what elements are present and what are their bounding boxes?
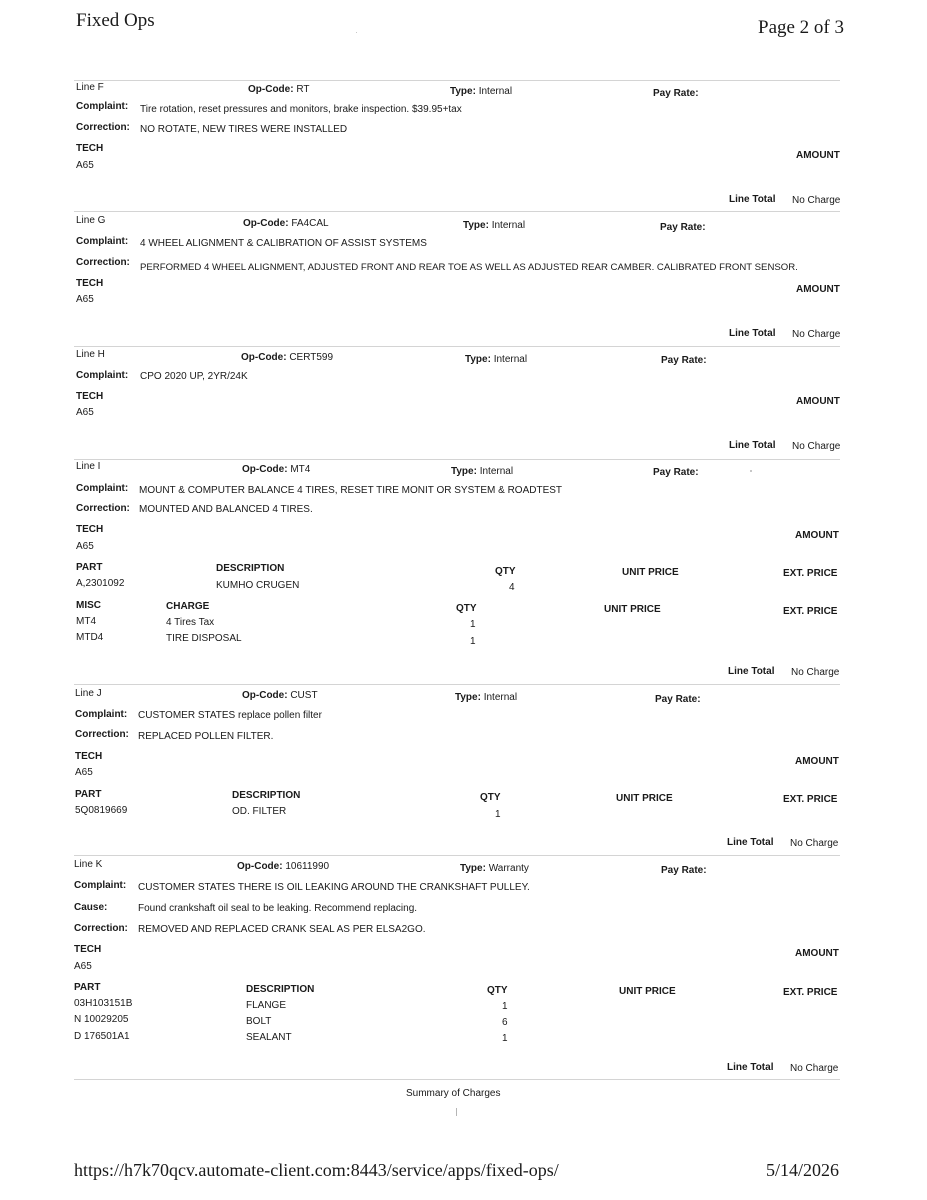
scan-speck [750,470,752,472]
opcode-value: 10611990 [285,861,330,872]
part-number: D 176501A1 [74,1031,130,1042]
tech-value: A65 [75,767,93,778]
tech-label: TECH [76,391,104,402]
type-value: Warranty [488,863,529,874]
tech-label: TECH [75,751,103,762]
pay-rate-label: Pay Rate: [661,865,707,876]
divider [74,346,840,347]
divider [74,1079,840,1080]
part-description: KUMHO CRUGEN [216,580,300,591]
complaint-label: Complaint: [76,101,129,112]
ext-price-column-header: EXT. PRICE [783,794,838,805]
part-number: 5Q0819669 [75,805,128,816]
part-qty: 4 [509,582,515,593]
line-total-value: No Charge [792,195,841,206]
type-label: Type: [465,354,491,365]
type-value: Internal [483,692,518,703]
line-name: Line F [76,82,104,93]
tech-label: TECH [76,278,104,289]
tech-label: TECH [74,944,102,955]
complaint-label: Complaint: [76,483,129,494]
divider [74,459,840,460]
complaint-label: Complaint: [76,370,129,381]
type-label: Type: [451,466,477,477]
line-name: Line K [74,859,103,870]
opcode-label: Op-Code: [248,84,294,95]
misc-code: MT4 [76,616,96,627]
opcode-value: MT4 [290,464,311,475]
type-field [460,863,529,874]
description-column-header: DESCRIPTION [246,984,315,995]
tech-value: A65 [76,160,94,171]
type-field [455,692,517,703]
correction-text: MOUNTED AND BALANCED 4 TIRES. [139,504,313,515]
opcode-field [237,861,329,872]
part-column-header: PART [75,789,102,800]
correction-text: REMOVED AND REPLACED CRANK SEAL AS PER ELSA2GO. [138,924,426,935]
qty-column-header: QTY [480,792,501,803]
complaint-text: Tire rotation, reset pressures and monitors, brake inspection. $39.95+tax [140,104,462,115]
line-name: Line I [76,461,101,472]
unit-price-column-header: UNIT PRICE [616,793,673,804]
opcode-value: FA4CAL [291,218,329,229]
qty-column-header: QTY [456,603,477,614]
type-label: Type: [460,863,486,874]
page-number: Page 2 of 3 [758,17,845,38]
pay-rate-label: Pay Rate: [660,222,706,233]
opcode-label: Op-Code: [241,352,287,363]
misc-qty: 1 [470,636,476,647]
type-field [463,220,525,231]
opcode-field [242,690,318,701]
summary-title: Summary of Charges [406,1088,501,1099]
opcode-label: Op-Code: [243,218,289,229]
unit-price-column-header: UNIT PRICE [622,567,679,578]
opcode-label: Op-Code: [242,464,288,475]
type-value: Internal [479,466,514,477]
qty-column-header: QTY [495,566,516,577]
correction-label: Correction: [74,923,128,934]
line-total-label: Line Total [727,837,774,848]
complaint-label: Complaint: [75,709,128,720]
misc-charge: TIRE DISPOSAL [166,633,242,644]
correction-label: Correction: [75,729,129,740]
opcode-label: Op-Code: [237,861,283,872]
line-name: Line G [76,215,106,226]
type-value: Internal [478,86,513,97]
tech-label: TECH [76,524,104,535]
tech-value: A65 [76,407,94,418]
divider [74,855,840,856]
amount-label: AMOUNT [796,284,840,295]
correction-text: PERFORMED 4 WHEEL ALIGNMENT, ADJUSTED FRONT AND REAR TOE AS WELL AS ADJUSTED REAR CAMBER. CALIBRATED FRONT SENSOR. [140,262,798,273]
description-column-header: DESCRIPTION [216,563,285,574]
opcode-value: CERT599 [289,352,334,363]
part-qty: 1 [502,1033,508,1044]
opcode-field [241,352,333,363]
type-field [465,354,527,365]
divider [74,211,840,212]
opcode-field [242,464,310,475]
part-description: FLANGE [246,1000,287,1011]
divider [74,684,840,685]
part-description: SEALANT [246,1032,292,1043]
line-total-value: No Charge [792,329,841,340]
part-qty: 1 [502,1001,508,1012]
type-label: Type: [455,692,481,703]
qty-column-header: QTY [487,985,508,996]
line-total-value: No Charge [792,441,841,452]
tech-value: A65 [74,961,92,972]
opcode-value: CUST [290,690,318,701]
type-value: Internal [491,220,526,231]
pay-rate-label: Pay Rate: [661,355,707,366]
cause-text: Found crankshaft oil seal to be leaking. Recommend replacing. [138,903,418,914]
tech-value: A65 [76,541,94,552]
amount-label: AMOUNT [796,396,840,407]
part-number: 03H103151B [74,998,133,1009]
document-title: Fixed Ops [76,10,155,31]
scan-speck [356,32,357,33]
line-name: Line J [75,688,102,699]
part-qty: 1 [495,809,501,820]
line-total-label: Line Total [727,1062,774,1073]
line-total-value: No Charge [791,667,840,678]
ext-price-column-header: EXT. PRICE [783,606,838,617]
correction-text: NO ROTATE, NEW TIRES WERE INSTALLED [140,124,348,135]
description-column-header: DESCRIPTION [232,790,301,801]
amount-label: AMOUNT [795,530,839,541]
misc-qty: 1 [470,619,476,630]
amount-label: AMOUNT [795,948,839,959]
correction-label: Correction: [76,122,130,133]
type-field [451,466,513,477]
complaint-label: Complaint: [76,236,129,247]
complaint-text: MOUNT & COMPUTER BALANCE 4 TIRES, RESET TIRE MONIT OR SYSTEM & ROADTEST [139,485,563,496]
line-total-label: Line Total [729,440,776,451]
line-total-label: Line Total [729,328,776,339]
correction-label: Correction: [76,503,130,514]
complaint-text: 4 WHEEL ALIGNMENT & CALIBRATION OF ASSIST SYSTEMS [140,238,427,249]
cause-label: Cause: [74,902,108,913]
opcode-value: RT [296,84,310,95]
complaint-label: Complaint: [74,880,127,891]
line-total-value: No Charge [790,1063,839,1074]
part-column-header: PART [74,982,101,993]
complaint-text: CPO 2020 UP, 2YR/24K [140,371,248,382]
footer-url: https://h7k70qcv.automate-client.com:8443/service/apps/fixed-ops/ [74,1160,559,1180]
pay-rate-label: Pay Rate: [655,694,701,705]
complaint-text: CUSTOMER STATES THERE IS OIL LEAKING AROUND THE CRANKSHAFT PULLEY. [138,882,530,893]
misc-charge: 4 Tires Tax [166,617,215,628]
misc-column-header: MISC [76,600,101,611]
footer-date: 5/14/2026 [766,1160,840,1180]
amount-label: AMOUNT [796,150,840,161]
amount-label: AMOUNT [795,756,839,767]
part-number: A,2301092 [76,578,125,589]
ext-price-column-header: EXT. PRICE [783,568,838,579]
correction-text: REPLACED POLLEN FILTER. [138,731,274,742]
line-total-label: Line Total [729,194,776,205]
unit-price-column-header: UNIT PRICE [604,604,661,615]
tech-value: A65 [76,294,94,305]
part-description: OD. FILTER [232,806,287,817]
type-value: Internal [493,354,528,365]
part-qty: 6 [502,1017,508,1028]
unit-price-column-header: UNIT PRICE [619,986,676,997]
ext-price-column-header: EXT. PRICE [783,987,838,998]
part-number: N 10029205 [74,1014,129,1025]
part-description: BOLT [246,1016,272,1027]
opcode-field [243,218,329,229]
opcode-field [248,84,309,95]
line-total-label: Line Total [728,666,775,677]
misc-code: MTD4 [76,632,104,643]
complaint-text: CUSTOMER STATES replace pollen filter [138,710,322,721]
type-field [450,86,512,97]
part-column-header: PART [76,562,103,573]
tech-label: TECH [76,143,104,154]
type-label: Type: [463,220,489,231]
type-label: Type: [450,86,476,97]
divider [74,80,840,81]
line-name: Line H [76,349,105,360]
scan-speck [456,1108,457,1116]
charge-column-header: CHARGE [166,601,210,612]
pay-rate-label: Pay Rate: [653,467,699,478]
line-total-value: No Charge [790,838,839,849]
pay-rate-label: Pay Rate: [653,88,699,99]
opcode-label: Op-Code: [242,690,288,701]
correction-label: Correction: [76,257,130,268]
